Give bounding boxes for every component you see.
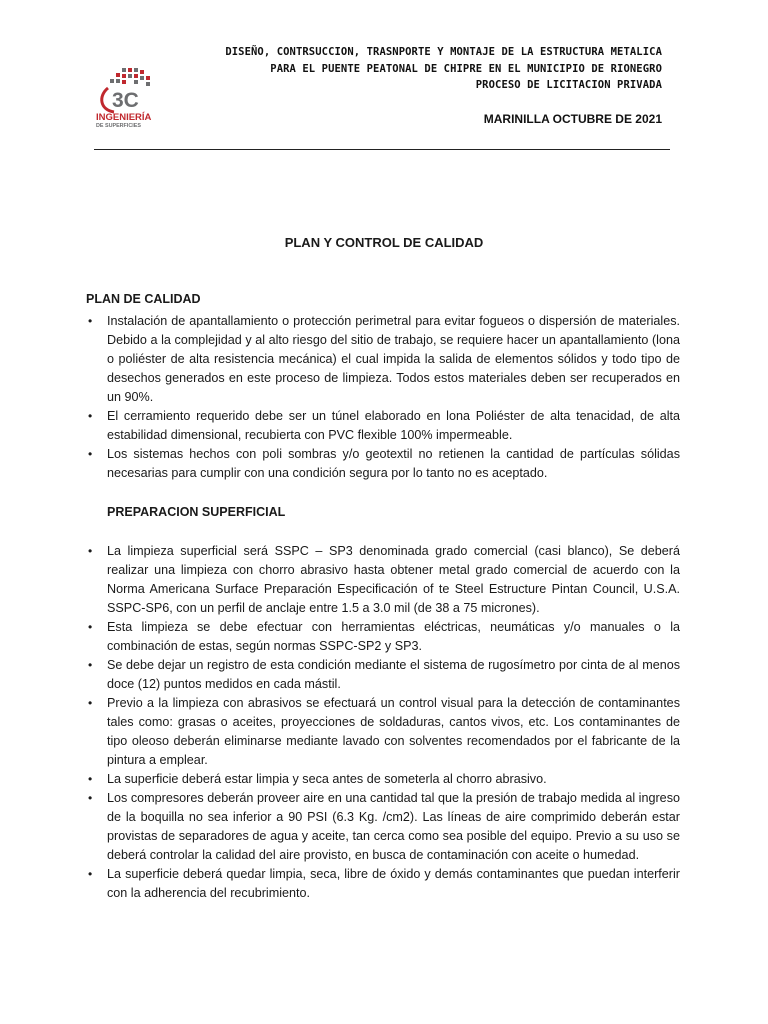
header-line: PROCESO DE LICITACION PRIVADA (475, 79, 662, 91)
bullet-icon: • (88, 447, 93, 461)
logo-tagline: DE SUPERFICIES (96, 123, 141, 129)
section-heading-plan-de-calidad: PLAN DE CALIDAD (86, 292, 201, 306)
header-divider (94, 149, 670, 150)
list-item: • La superficie deberá estar limpia y seca antes de someterla al chorro abrasivo. (86, 770, 680, 789)
list-item: • El cerramiento requerido debe ser un túnel elaborado en lona Poliéster de alta tenacidad, de alta estabilidad dimensional, recubierta con PVC flexible 100% impermeable. (88, 409, 680, 442)
document-body (86, 292, 680, 903)
bullet-icon: • (88, 867, 93, 881)
plan-de-calidad-list (86, 312, 680, 483)
header-project-lines (225, 44, 662, 94)
logo-name: INGENIERÍA (96, 112, 152, 123)
list-item: • Los compresores deberán proveer aire en una cantidad tal que la presión de trabajo medida al ingreso de la boquilla no sea inferior a 90 PSI (6.3 Kg. /cm2). Las líneas de aire comprimido deberán estar provistas de separadores de agua y aceite, tan cerca como sea posible del equipo. Previo a su uso se deberá controlar la calidad del aire provisto, en busca de contaminación con aceite o humedad. (88, 791, 680, 862)
header-date: MARINILLA OCTUBRE DE 2021 (483, 112, 662, 126)
company-logo (92, 66, 162, 130)
list-item: • Esta limpieza se debe efectuar con herramientas eléctricas, neumáticas y/o manuales o la combinación de estas, según normas SSPC-SP2 y SP3. (88, 620, 680, 653)
bullet-icon: • (88, 772, 93, 786)
preparacion-superficial-list (86, 542, 680, 903)
list-item: • La limpieza superficial será SSPC – SP3 denominada grado comercial (casi blanco), Se deberá realizar una limpieza con chorro abrasivo hasta obtener metal grado comercial de acuerdo con la Norma Americana Surface Preparación Especificación of te Steel Estructure Pintan Council, U.S.A. SSPC-SP6, con un perfil de anclaje entre 1.5 a 3.0 mil (de 38 a 75 micrones). (88, 544, 680, 615)
bullet-icon: • (88, 620, 93, 634)
list-item: • Previo a la limpieza con abrasivos se efectuará un control visual para la detección de contaminantes tales como: grasas o aceites, proyecciones de soldaduras, cantos vivos, etc. Los contaminantes de tipo oleoso deberán eliminarse mediante lavado con solventes recomendados por el fabricante de la pintura a emplear. (88, 696, 680, 767)
list-item: • Los sistemas hechos con poli sombras y/o geotextil no retienen la cantidad de partículas sólidas necesarias para cumplir con una condición segura por lo tanto no es aceptado. (88, 447, 680, 480)
section-heading-preparacion-superficial: PREPARACION SUPERFICIAL (107, 505, 286, 519)
document-title: PLAN Y CONTROL DE CALIDAD (284, 235, 484, 250)
bullet-icon: • (88, 314, 93, 328)
list-item: • Instalación de apantallamiento o protección perimetral para evitar fogueos o dispersión de materiales. Debido a la complejidad y al alto riesgo del sitio de trabajo, se requiere hacer un apantallamiento (lona o poliéster de alta resistencia mecánica) el cual impida la salida de elementos sólidos y todo tipo de desechos generados en este proceso de limpieza. Todos estos materiales deben ser recuperados en un 90%. (88, 314, 680, 404)
header-line: PARA EL PUENTE PEATONAL DE CHIPRE EN EL MUNICIPIO DE RIONEGRO (270, 62, 662, 75)
list-item: • Se debe dejar un registro de esta condición mediante el sistema de rugosímetro por cinta de al menos doce (12) puntos medidos en cada mástil. (88, 658, 680, 691)
bullet-icon: • (88, 544, 93, 558)
logo-pixel-mosaic (110, 68, 150, 86)
list-item: • La superficie deberá quedar limpia, seca, libre de óxido y demás contaminantes que puedan interferir con la adherencia del recubrimiento. (88, 867, 680, 900)
bullet-icon: • (88, 696, 93, 710)
bullet-icon: • (88, 409, 93, 423)
logo-mark: 3C (112, 89, 139, 112)
bullet-icon: • (88, 658, 93, 672)
bullet-icon: • (88, 791, 93, 805)
header-line: DISEÑO, CONTRSUCCION, TRASNPORTE Y MONTAJE DE LA ESTRUCTURA METALICA (225, 46, 662, 58)
